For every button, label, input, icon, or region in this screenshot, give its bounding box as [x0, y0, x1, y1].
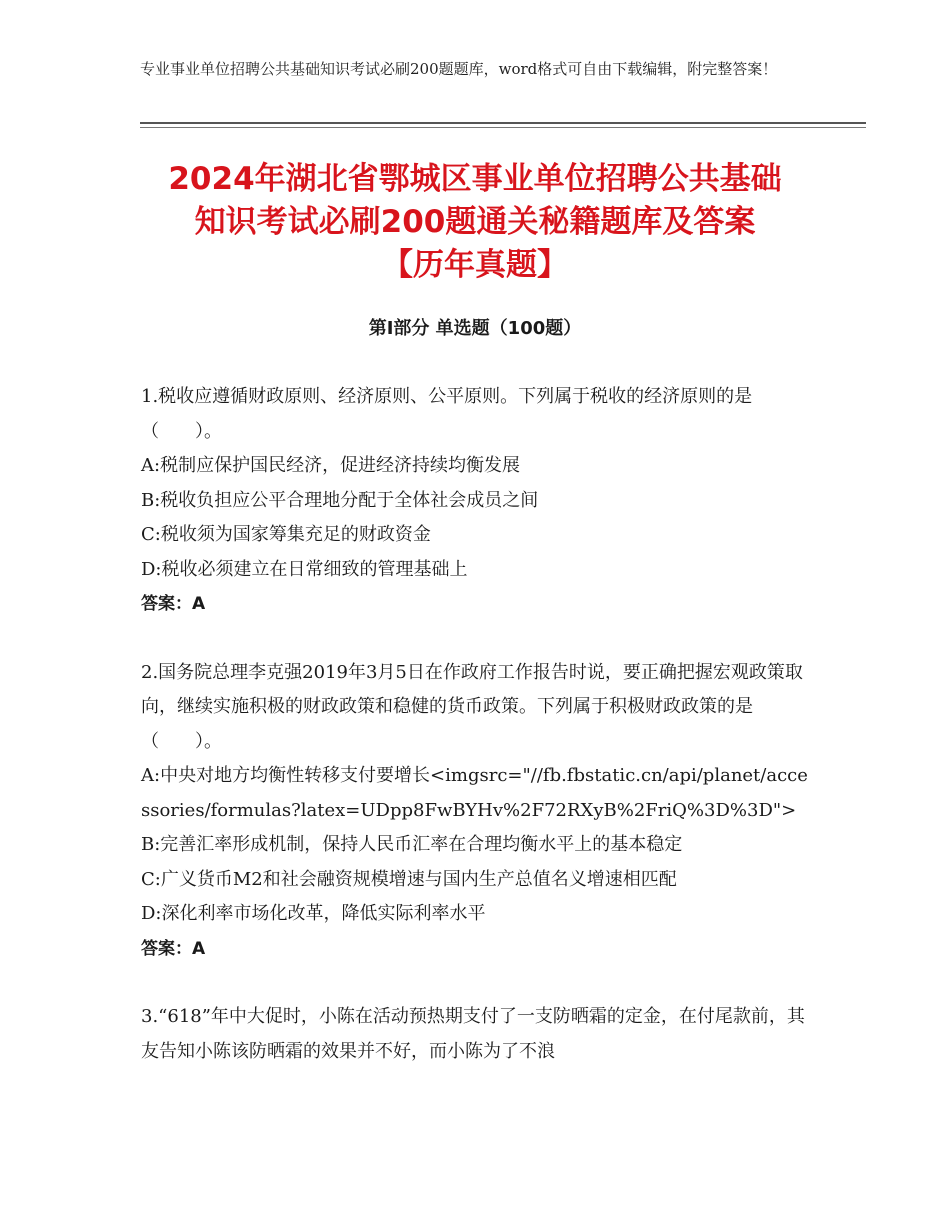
option-c: C:广义货币M2和社会融资规模增速与国内生产总值名义增速相匹配 — [141, 868, 677, 890]
option-b: B:完善汇率形成机制，保持人民币汇率在合理均衡水平上的基本稳定 — [141, 834, 683, 855]
option-a: A:税制应保护国民经济，促进经济持续均衡发展 — [141, 455, 521, 476]
answer-label: 答案：A — [141, 594, 206, 614]
title-line-1: 2024年湖北省鄂城区事业单位招聘公共基础 — [168, 161, 782, 197]
option-a: A:中央对地方均衡性转移支付要增长<imgsrc="//fb.fbstatic.cn/api/planet/accessories/formulas?latex=UDpp8FwBYHv%2F72RXyB%2FriQ%3D%3D"> — [141, 765, 808, 821]
title-line-3: 【历年真题】 — [382, 247, 568, 283]
option-d: D:深化利率市场化改革，降低实际利率水平 — [141, 903, 486, 924]
header-note: 专业事业单位招聘公共基础知识考试必刷200题题库，word格式可自由下载编辑，附完整答案！ — [140, 60, 778, 78]
header-rule-thick — [140, 122, 866, 124]
question-stem: 3.“618”年中大促时，小陈在活动预热期支付了一支防晒霜的定金，在付尾款前，其友告知小陈该防晒霜的效果并不好，而小陈为了不浪 — [141, 1006, 805, 1062]
document-title — [120, 158, 830, 287]
header-rule-thin — [140, 127, 866, 128]
question-3 — [141, 1000, 811, 1069]
section-heading: 第Ⅰ部分 单选题（100题） — [368, 318, 582, 339]
option-b: B:税收负担应公平合理地分配于全体社会成员之间 — [141, 489, 539, 511]
question-list — [141, 380, 811, 1103]
question-1 — [141, 380, 811, 622]
option-d: D:税收必须建立在日常细致的管理基础上 — [141, 558, 468, 580]
question-2 — [141, 656, 811, 967]
question-stem: 2.国务院总理李克强2019年3月5日在作政府工作报告时说，要正确把握宏观政策取向，继续实施积极的财政政策和稳健的货币政策。下列属于积极财政政策的是（ ）。 — [141, 661, 803, 752]
question-stem: 1.税收应遵循财政原则、经济原则、公平原则。下列属于税收的经济原则的是（ ）。 — [141, 386, 753, 442]
title-line-2: 知识考试必刷200题通关秘籍题库及答案 — [194, 204, 756, 240]
option-c: C:税收须为国家筹集充足的财政资金 — [141, 524, 431, 545]
answer-label: 答案：A — [141, 938, 206, 959]
